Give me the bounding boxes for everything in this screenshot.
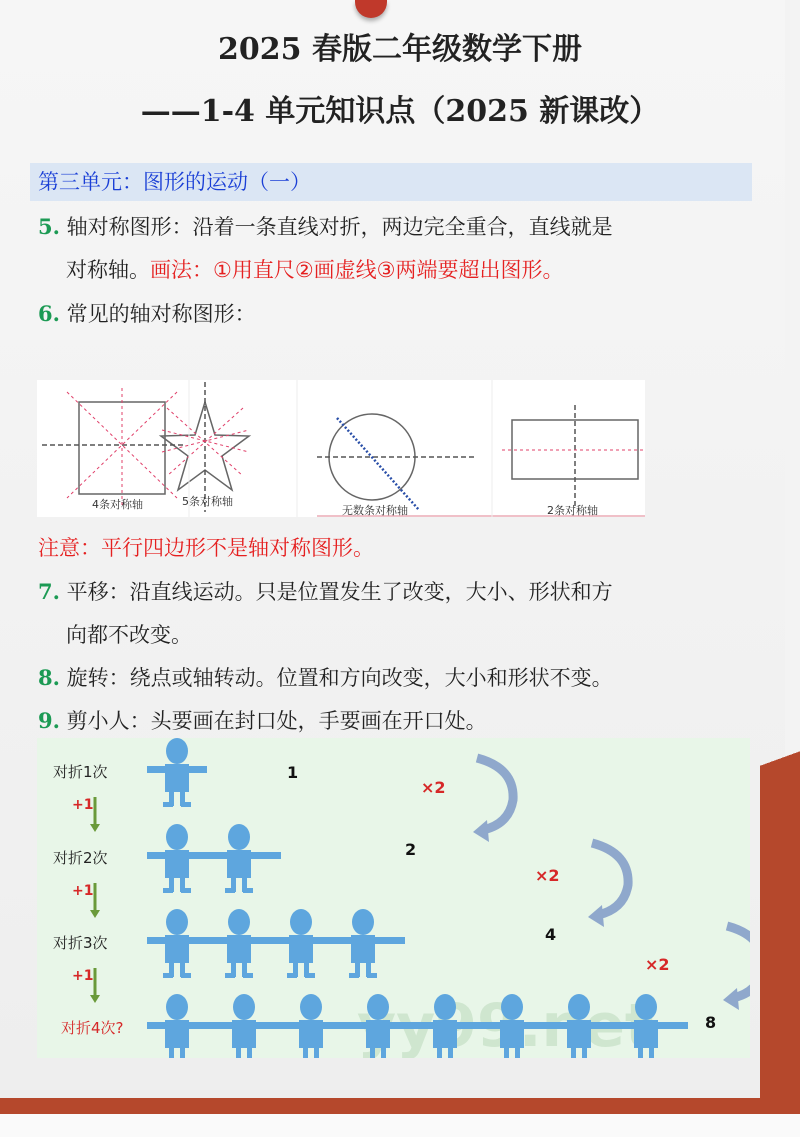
title-line-1: 2025 春版二年级数学下册 xyxy=(218,32,582,67)
page-bottom xyxy=(0,1114,800,1137)
doll-head xyxy=(501,994,523,1020)
note: 注意：平行四边形不是轴对称图形。 xyxy=(38,536,374,560)
down-arrow-head xyxy=(90,995,100,1003)
doll-leg xyxy=(582,1048,587,1058)
plus-one-label: +1 xyxy=(72,968,94,984)
item-text: 轴对称图形：沿着一条直线对折，两边完全重合，直线就是 xyxy=(66,215,613,239)
doll-head xyxy=(166,738,188,764)
item-text: 常见的轴对称图形： xyxy=(66,302,256,326)
item-9 xyxy=(38,705,487,735)
doll-leg xyxy=(437,1048,442,1058)
doll-count: 8 xyxy=(705,1013,717,1032)
doll-head xyxy=(300,994,322,1020)
doll-head xyxy=(233,994,255,1020)
doll-head xyxy=(568,994,590,1020)
doll-foot xyxy=(243,973,253,978)
doll-count: 1 xyxy=(287,763,299,782)
doll-body xyxy=(299,1020,323,1048)
fold-label: 对折2次 xyxy=(53,849,108,867)
doll-leg xyxy=(236,1048,241,1058)
doll-head xyxy=(166,909,188,935)
item-number: 5. xyxy=(38,214,60,239)
doll-leg xyxy=(515,1048,520,1058)
curved-arrow-icon xyxy=(477,758,513,830)
doll-foot xyxy=(181,802,191,807)
item-text: 旋转：绕点或轴转动。位置和方向改变，大小和形状不变。 xyxy=(66,666,613,690)
doll-body xyxy=(227,850,251,878)
doll-foot xyxy=(163,973,173,978)
doll-foot xyxy=(367,973,377,978)
caption-2-axes: 2条对称轴 xyxy=(547,504,598,517)
down-arrow-head xyxy=(90,910,100,918)
doll-foot xyxy=(181,973,191,978)
symmetry-figures xyxy=(37,380,645,517)
plus-one-label: +1 xyxy=(72,883,94,899)
doll-body xyxy=(433,1020,457,1048)
doll-arms xyxy=(147,1022,688,1029)
caption-4-axes: 4条对称轴 xyxy=(92,498,143,511)
doll-body xyxy=(366,1020,390,1048)
curved-arrow-head xyxy=(588,905,604,927)
doll-body xyxy=(165,1020,189,1048)
item-text: 对称轴。 xyxy=(66,258,150,282)
curved-arrow-icon xyxy=(727,926,750,998)
item-5-cont xyxy=(66,254,563,284)
title-line-2: ——1-4 单元知识点（2025 新课改） xyxy=(140,94,660,129)
doll-body xyxy=(165,764,189,792)
times-two-label: ×2 xyxy=(535,866,560,885)
paper-doll-diagram xyxy=(37,738,750,1058)
down-arrow-head xyxy=(90,824,100,832)
doll-head xyxy=(290,909,312,935)
doll-foot xyxy=(181,888,191,893)
doll-leg xyxy=(180,1048,185,1058)
doll-body xyxy=(232,1020,256,1048)
doll-body xyxy=(567,1020,591,1048)
doll-head xyxy=(434,994,456,1020)
doll-leg xyxy=(571,1048,576,1058)
doll-leg xyxy=(638,1048,643,1058)
plus-one-label: +1 xyxy=(72,797,94,813)
doll-body xyxy=(351,935,375,963)
times-two-label: ×2 xyxy=(421,778,446,797)
curved-arrow-icon xyxy=(592,843,628,915)
doll-leg xyxy=(448,1048,453,1058)
item-text: 剪小人：头要画在封口处，手要画在开口处。 xyxy=(66,709,487,733)
doll-count: 4 xyxy=(545,925,557,944)
doll-leg xyxy=(504,1048,509,1058)
doll-body xyxy=(227,935,251,963)
doll-head xyxy=(166,994,188,1020)
item-number: 6. xyxy=(38,301,60,326)
board-edge-bottom xyxy=(0,1098,800,1114)
drawing-method: 画法：①用直尺②画虚线③两端要超出图形。 xyxy=(150,258,564,282)
item-7-cont: 向都不改变。 xyxy=(66,623,192,647)
doll-foot xyxy=(349,973,359,978)
item-text: 平移：沿直线运动。只是位置发生了改变，大小、形状和方 xyxy=(66,580,613,604)
doll-foot xyxy=(225,888,235,893)
fold-label: 对折4次? xyxy=(61,1019,124,1037)
doll-body xyxy=(634,1020,658,1048)
item-7 xyxy=(38,576,613,606)
caption-5-axes: 5条对称轴 xyxy=(182,495,233,508)
doll-foot xyxy=(287,973,297,978)
item-5 xyxy=(38,211,613,241)
doll-head xyxy=(367,994,389,1020)
doll-foot xyxy=(163,802,173,807)
doll-body xyxy=(500,1020,524,1048)
doll-head xyxy=(166,824,188,850)
item-number: 9. xyxy=(38,708,60,733)
doll-leg xyxy=(303,1048,308,1058)
item-8 xyxy=(38,662,613,692)
doll-foot xyxy=(163,888,173,893)
board-edge xyxy=(760,520,800,1120)
caption-infinite-axes: 无数条对称轴 xyxy=(342,504,408,517)
doll-body xyxy=(165,850,189,878)
doll-head xyxy=(228,824,250,850)
times-two-label: ×2 xyxy=(645,955,670,974)
fold-label: 对折3次 xyxy=(53,934,108,952)
doll-leg xyxy=(381,1048,386,1058)
doll-foot xyxy=(225,973,235,978)
item-number: 8. xyxy=(38,665,60,690)
doll-count: 2 xyxy=(405,840,417,859)
section-header: 第三单元：图形的运动（一） xyxy=(30,163,752,201)
doll-foot xyxy=(243,888,253,893)
doll-leg xyxy=(649,1048,654,1058)
curved-arrow-head xyxy=(473,820,489,842)
doll-head xyxy=(635,994,657,1020)
doll-body xyxy=(289,935,313,963)
doll-leg xyxy=(169,1048,174,1058)
doll-leg xyxy=(247,1048,252,1058)
doll-leg xyxy=(314,1048,319,1058)
item-6 xyxy=(38,298,256,328)
curved-arrow-head xyxy=(723,988,739,1010)
doll-head xyxy=(228,909,250,935)
doll-foot xyxy=(305,973,315,978)
fold-label: 对折1次 xyxy=(53,763,108,781)
item-number: 7. xyxy=(38,579,60,604)
doll-body xyxy=(165,935,189,963)
doll-head xyxy=(352,909,374,935)
doll-leg xyxy=(370,1048,375,1058)
